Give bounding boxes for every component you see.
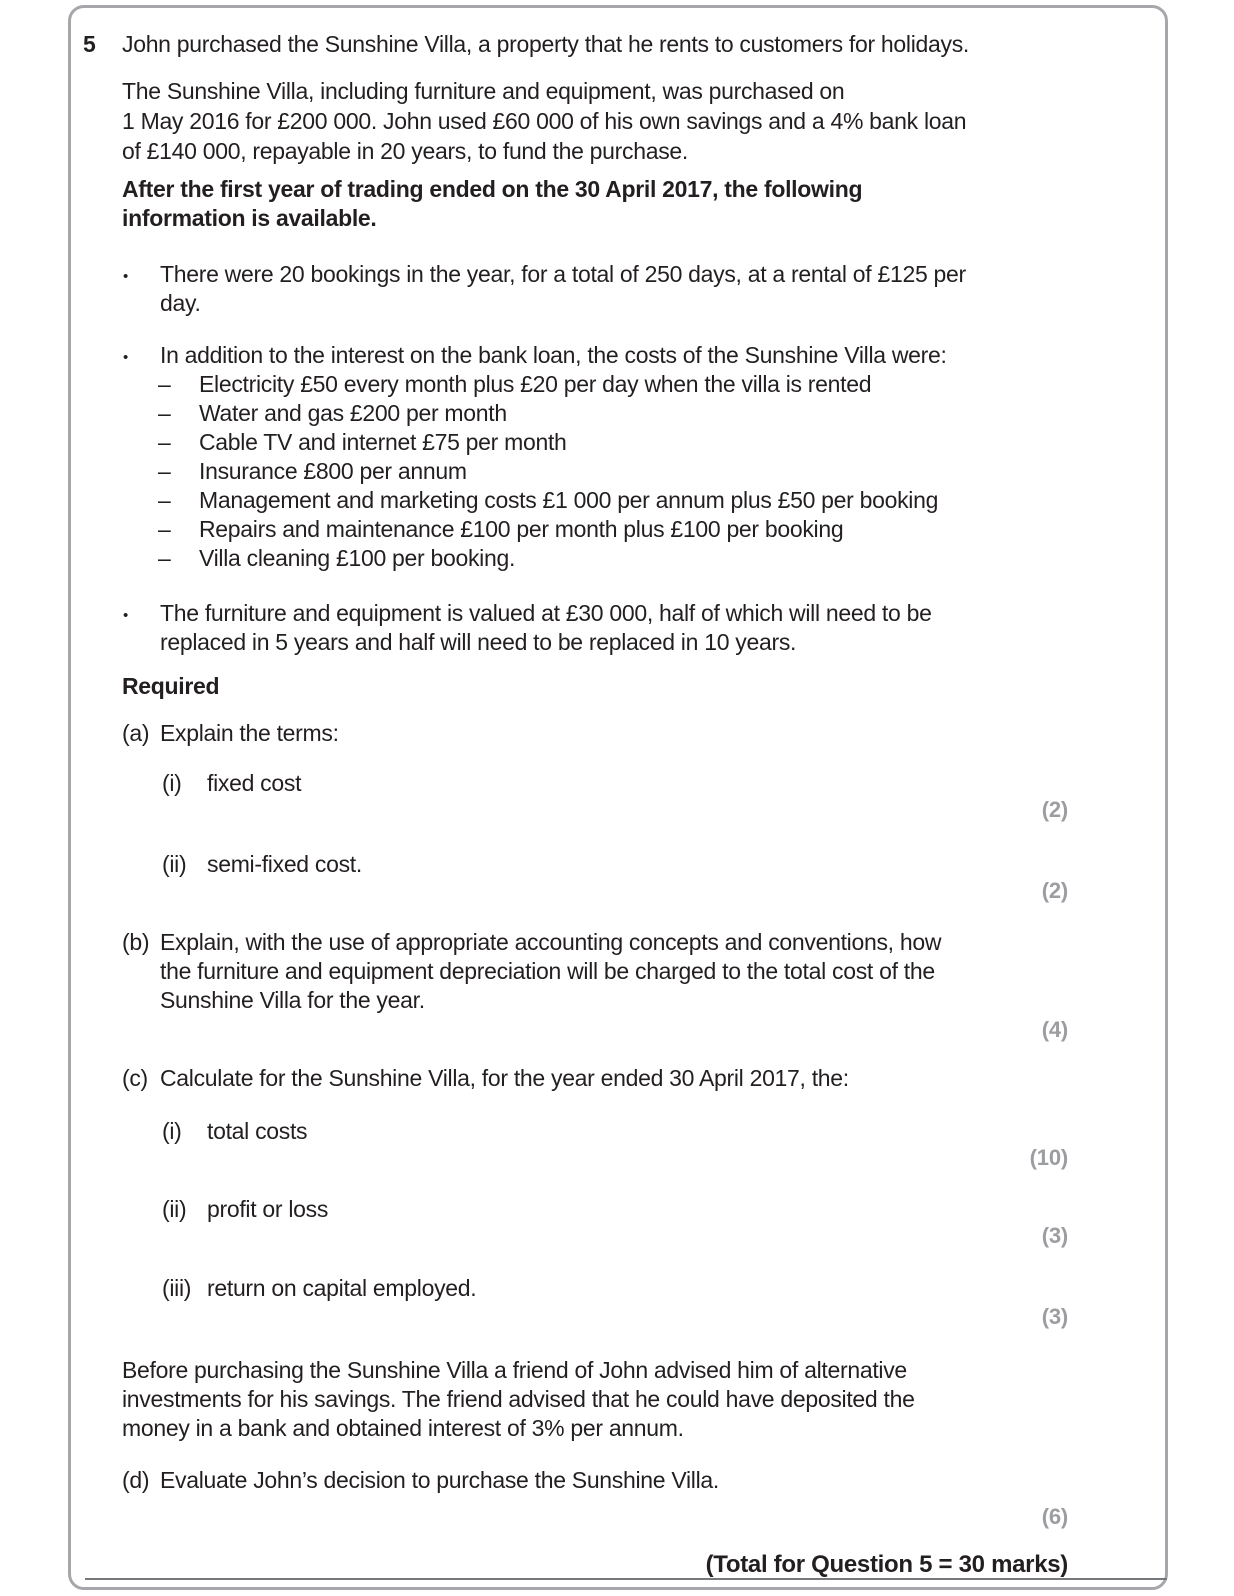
part-a-i-label: (i)	[162, 770, 182, 796]
marks-badge-a-i: (2)	[1041, 797, 1068, 822]
cost-item-text: Cable TV and internet £75 per month	[199, 429, 567, 455]
dash-icon: –	[158, 429, 171, 455]
part-c-label: (c)	[122, 1065, 148, 1091]
cost-item-management	[158, 486, 938, 515]
cost-item-text: Water and gas £200 per month	[199, 400, 507, 426]
part-a-label: (a)	[122, 720, 150, 746]
dash-icon: –	[158, 516, 171, 542]
bullet-icon: •	[123, 607, 129, 624]
cost-item-repairs	[158, 515, 843, 544]
cost-item-cleaning	[158, 544, 515, 573]
dash-icon: –	[158, 487, 171, 513]
part-b-line-2: the furniture and equipment depreciation will be charged to the total cost of the	[160, 958, 935, 984]
part-c-ii	[162, 1195, 328, 1224]
bullet-text: There were 20 bookings in the year, for a total of 250 days, at a rental of £125 per	[160, 261, 966, 287]
cost-item-text: Villa cleaning £100 per booking.	[199, 545, 516, 571]
marks-badge-c-i: (10)	[1029, 1145, 1068, 1170]
part-c-i-text: total costs	[207, 1118, 308, 1144]
part-b-line-1: Explain, with the use of appropriate accounting concepts and conventions, how	[160, 929, 942, 955]
bullet-item-furniture	[123, 599, 932, 630]
purchase-line-3: of £140 000, repayable in 20 years, to fund the purchase.	[122, 138, 688, 164]
part-b-line-3: Sunshine Villa for the year.	[160, 987, 425, 1013]
part-a-ii-label: (ii)	[162, 851, 187, 877]
part-a-i-text: fixed cost	[207, 770, 302, 796]
part-a-ii-text: semi-fixed cost.	[207, 851, 362, 877]
dash-icon: –	[158, 545, 171, 571]
bullet-item-bookings	[123, 260, 966, 291]
part-a	[122, 719, 339, 748]
part-c-iii-text: return on capital employed.	[207, 1275, 477, 1301]
part-c-i	[162, 1117, 307, 1146]
dash-icon: –	[158, 371, 171, 397]
dash-icon: –	[158, 458, 171, 484]
part-d	[122, 1466, 719, 1495]
bullet-item-costs	[123, 341, 947, 372]
marks-badge-c-ii: (3)	[1041, 1223, 1068, 1248]
cost-item-text: Management and marketing costs £1 000 per annum plus £50 per booking	[199, 487, 939, 513]
bottom-rule	[85, 1578, 1167, 1580]
cost-item-text: Repairs and maintenance £100 per month plus £100 per booking	[199, 516, 844, 542]
marks-badge-c-iii: (3)	[1041, 1304, 1068, 1329]
part-a-i	[162, 769, 301, 798]
part-c-iii-label: (iii)	[162, 1275, 192, 1301]
purchase-line-2: 1 May 2016 for £200 000. John used £60 000 of his own savings and a 4% bank loan	[122, 108, 967, 134]
cost-item-text: Insurance £800 per annum	[199, 458, 467, 484]
part-c-text: Calculate for the Sunshine Villa, for the year ended 30 April 2017, the:	[160, 1065, 849, 1091]
part-d-text: Evaluate John’s decision to purchase the Sunshine Villa.	[160, 1467, 720, 1493]
cost-item-cable-tv	[158, 428, 567, 457]
cost-item-insurance	[158, 457, 467, 486]
question-number: 5	[83, 31, 96, 57]
marks-badge-d: (6)	[1041, 1504, 1068, 1529]
part-d-label: (d)	[122, 1467, 150, 1493]
part-b-label: (b)	[122, 929, 150, 955]
purchase-line-1: The Sunshine Villa, including furniture and equipment, was purchased on	[122, 78, 845, 104]
cost-item-electricity	[158, 370, 871, 399]
required-heading: Required	[122, 673, 220, 699]
bullet-text: The furniture and equipment is valued at £30 000, half of which will need to be	[160, 600, 932, 626]
bullet-icon: •	[123, 349, 129, 366]
cost-item-water-gas	[158, 399, 507, 428]
bullet-text: In addition to the interest on the bank loan, the costs of the Sunshine Villa were:	[160, 342, 947, 368]
part-a-ii	[162, 850, 362, 879]
bullet-text-continued: replaced in 5 years and half will need to be replaced in 10 years.	[160, 629, 797, 655]
cost-item-text: Electricity £50 every month plus £20 per day when the villa is rented	[199, 371, 872, 397]
marks-badge-a-ii: (2)	[1041, 878, 1068, 903]
dash-icon: –	[158, 400, 171, 426]
advice-line-3: money in a bank and obtained interest of 3% per annum.	[122, 1415, 684, 1441]
part-a-text: Explain the terms:	[160, 720, 339, 746]
part-c-ii-text: profit or loss	[207, 1196, 329, 1222]
total-marks-line: (Total for Question 5 = 30 marks)	[705, 1551, 1068, 1578]
bullet-icon: •	[123, 268, 129, 285]
part-b	[122, 928, 941, 957]
advice-line-1: Before purchasing the Sunshine Villa a friend of John advised him of alternative	[122, 1357, 907, 1383]
part-c-ii-label: (ii)	[162, 1196, 187, 1222]
trading-note-line-2: information is available.	[122, 205, 377, 231]
marks-badge-b: (4)	[1041, 1017, 1068, 1042]
bullet-text-continued: day.	[160, 290, 201, 316]
intro-line: John purchased the Sunshine Villa, a property that he rents to customers for holidays.	[122, 31, 969, 57]
trading-note-line-1: After the first year of trading ended on the 30 April 2017, the following	[122, 176, 863, 202]
part-c-iii	[162, 1274, 476, 1303]
part-c	[122, 1064, 849, 1093]
advice-line-2: investments for his savings. The friend advised that he could have deposited the	[122, 1386, 915, 1412]
part-c-i-label: (i)	[162, 1118, 182, 1144]
